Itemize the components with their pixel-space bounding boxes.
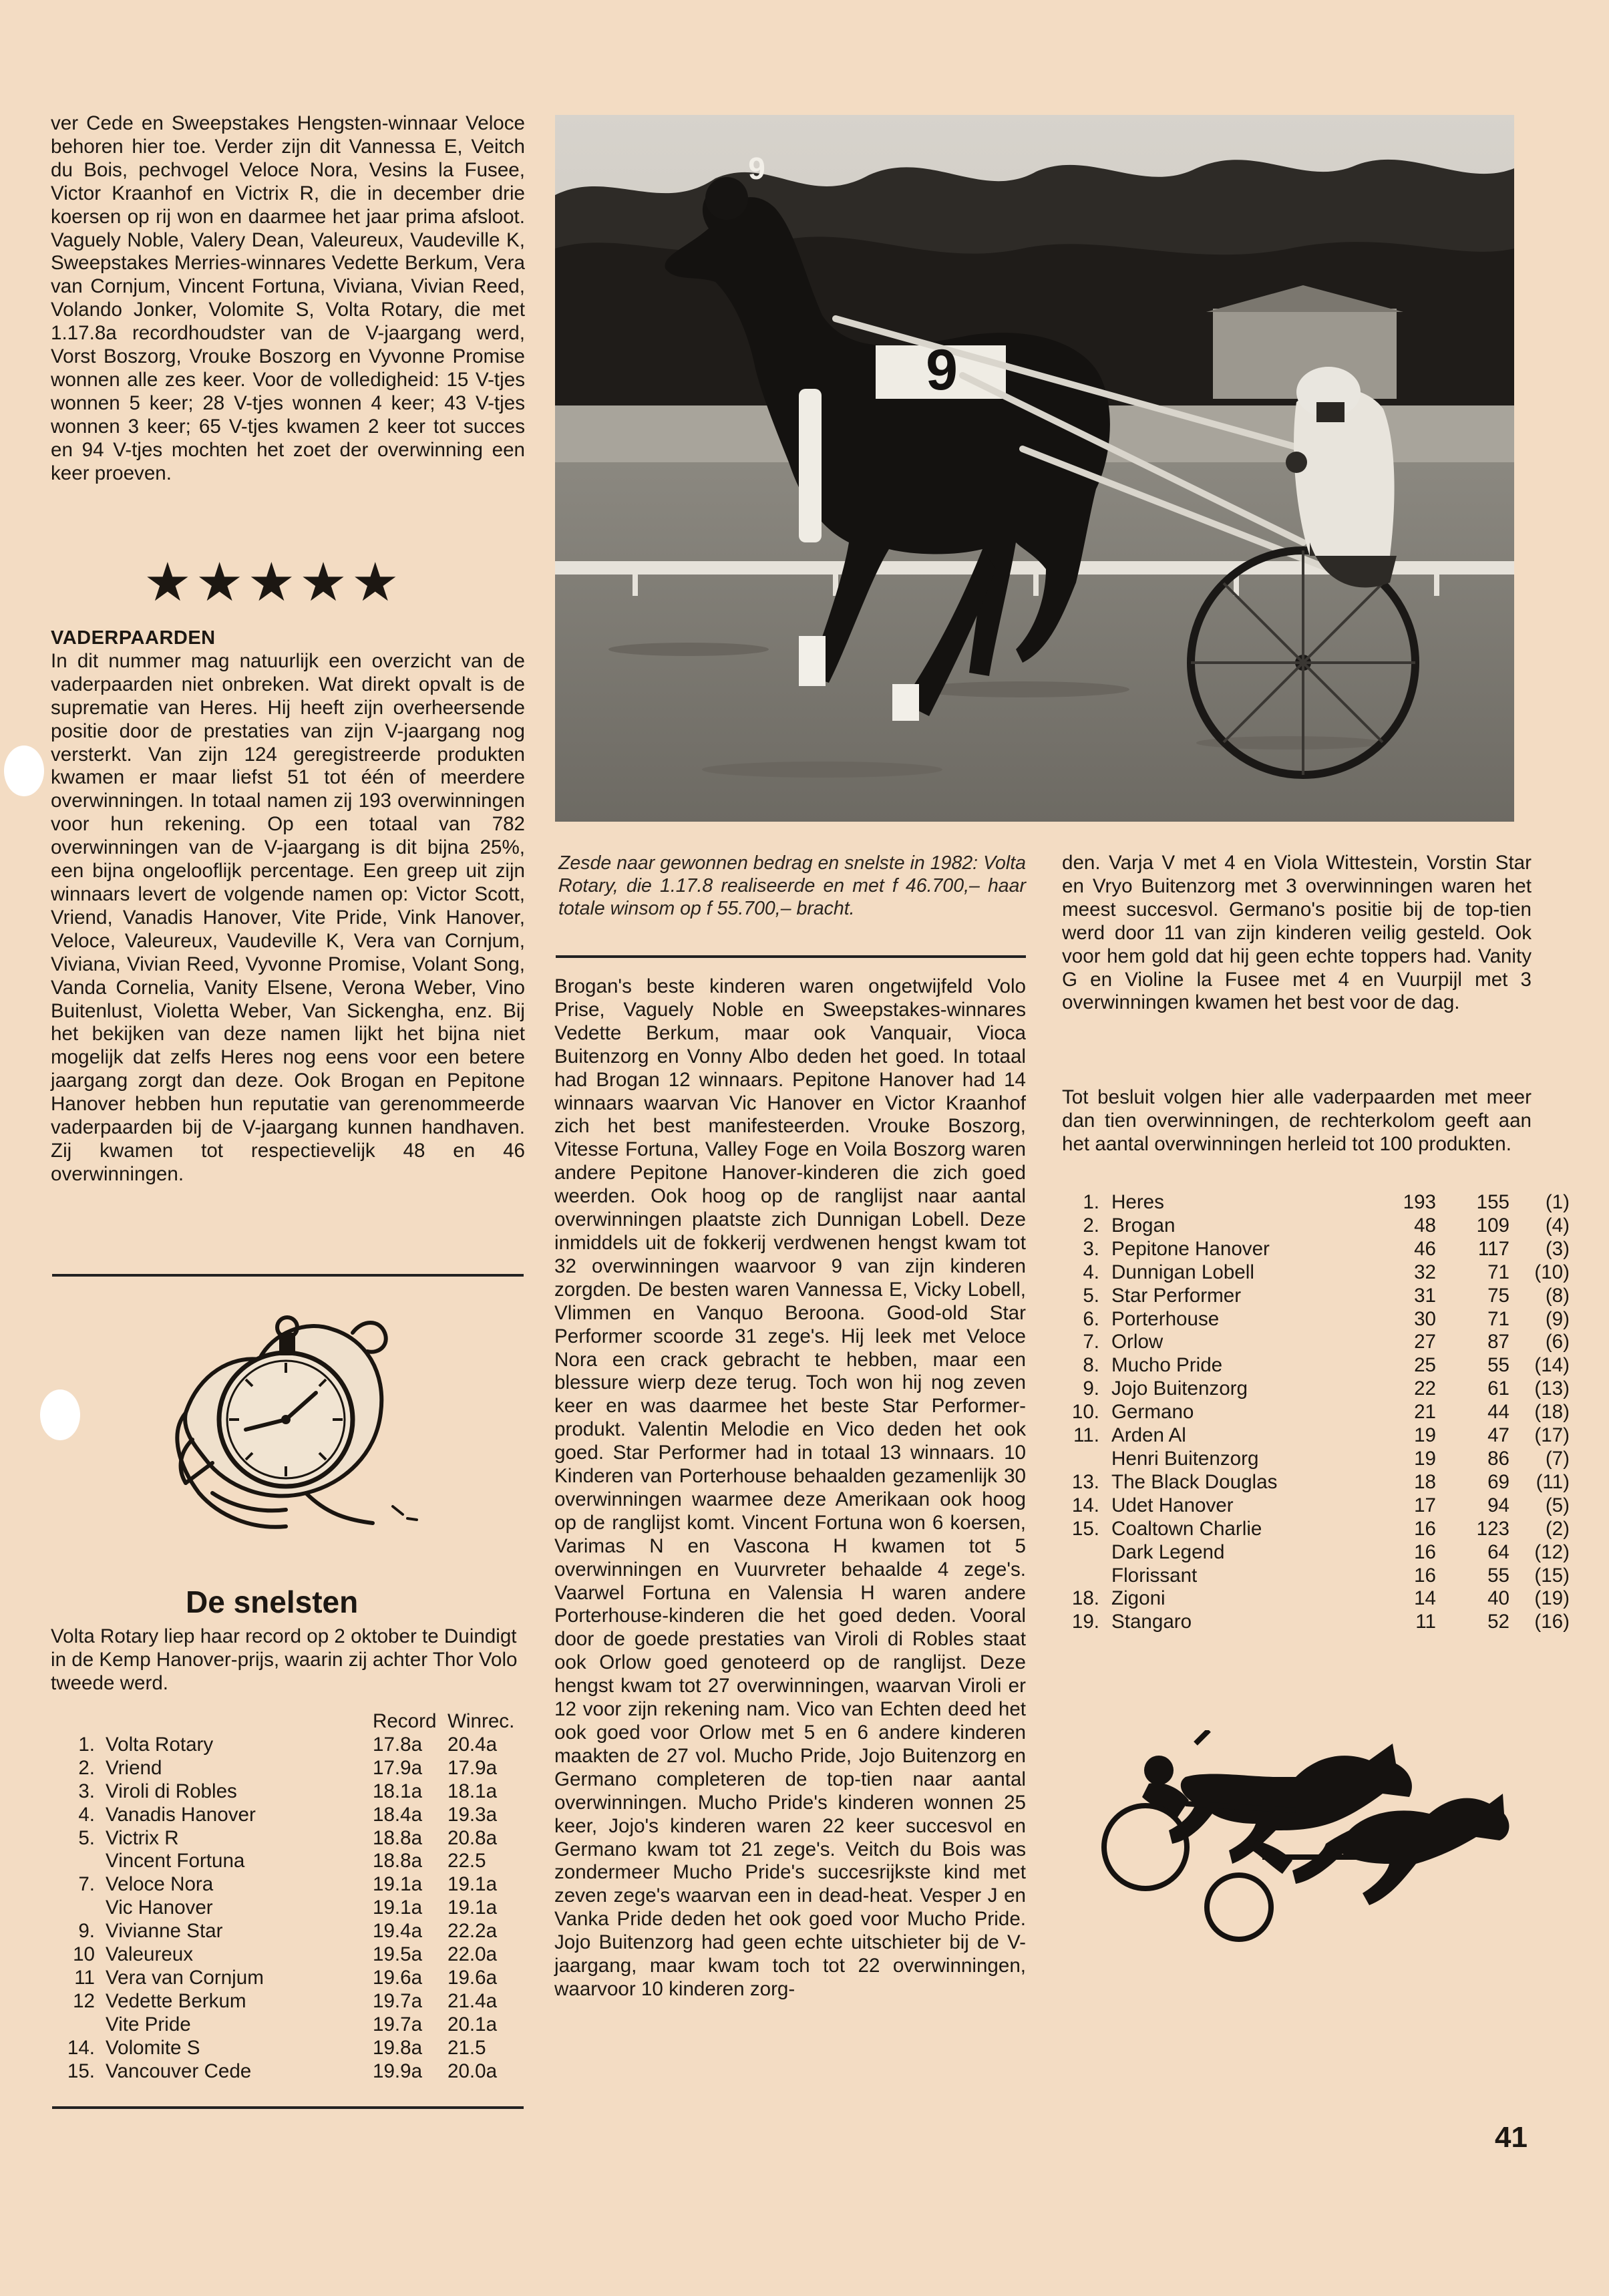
wins: 19 — [1414, 1424, 1436, 1447]
horse-name: Vivianne Star — [106, 1920, 223, 1943]
wins-per-100: 61 — [1487, 1377, 1509, 1400]
record: 18.1a — [373, 1780, 423, 1802]
order: (6) — [1545, 1331, 1570, 1353]
rank: 1. — [78, 1733, 95, 1756]
wins: 21 — [1414, 1401, 1436, 1424]
rank: 3. — [1083, 1237, 1099, 1260]
order: (1) — [1545, 1191, 1570, 1213]
order: (19) — [1534, 1587, 1570, 1610]
bottom-rule-left — [52, 2106, 524, 2109]
caption-text: Zesde naar gewonnen bedrag en snelste in 1982: Volta Rotary, die 1.17.8 realiseerde en met f 46.700,– haar totale winsom op f 55.700,– bracht. — [558, 852, 1026, 919]
page-number: 41 — [1495, 2121, 1528, 2154]
rank: 7. — [78, 1873, 95, 1896]
photo-caption — [558, 852, 1026, 920]
table-row — [51, 1850, 514, 1873]
horse-name: Veloce Nora — [106, 1873, 214, 1896]
table-row — [1063, 1191, 1570, 1214]
winrec: 22.5 — [448, 1850, 486, 1872]
wins-per-100: 55 — [1487, 1564, 1509, 1587]
order: (9) — [1545, 1307, 1570, 1330]
order: (10) — [1534, 1261, 1570, 1283]
horse-name: Vic Hanover — [106, 1897, 213, 1919]
record: 19.5a — [373, 1943, 423, 1966]
wins-per-100: 52 — [1487, 1611, 1509, 1633]
stopwatch-illustration — [172, 1293, 426, 1556]
wins-per-100: 64 — [1487, 1540, 1509, 1563]
sire-name: Florissant — [1111, 1564, 1198, 1587]
right-paragraph: den. Varja V met 4 en Viola Wittestein, Vorstin Star en Vryo Buitenzorg met 3 overwinningen waren het meest succesvol. Germano's positie bij de top-tien werd door 11 van zijn kinderen veilig gesteld. Ook voor hem gold dat hij geen echte toppers had. Vanity G en Violine la Fusee met 4 en Vuurpijl met 3 overwinningen kwamen het best voor de dag. — [1062, 852, 1532, 1014]
table-row — [51, 1804, 514, 1827]
rank: 10. — [1071, 1401, 1099, 1424]
wins: 16 — [1414, 1564, 1436, 1587]
horse-name: Vancouver Cede — [106, 2060, 252, 2082]
wins: 31 — [1414, 1284, 1436, 1307]
horse-name: Volomite S — [106, 2036, 200, 2059]
order: (18) — [1534, 1401, 1570, 1424]
horse-name: Vanadis Hanover — [106, 1803, 256, 1826]
wins: 19 — [1414, 1447, 1436, 1470]
wins: 30 — [1414, 1307, 1436, 1330]
wins: 17 — [1414, 1494, 1436, 1516]
table-row — [1063, 1401, 1570, 1424]
wins-per-100: 75 — [1487, 1284, 1509, 1307]
order: (8) — [1545, 1284, 1570, 1307]
rank: 10 — [73, 1943, 95, 1966]
snelsten-table — [51, 1710, 514, 2084]
wins-per-100: 47 — [1487, 1424, 1509, 1447]
horse-name: Vite Pride — [106, 2013, 191, 2035]
rank: 15. — [1071, 1517, 1099, 1540]
snelsten-intro — [51, 1625, 525, 1695]
rank: 8. — [1083, 1354, 1099, 1377]
wins: 18 — [1414, 1470, 1436, 1493]
record: 19.6a — [373, 1966, 423, 1989]
horse-name: Valeureux — [106, 1943, 194, 1966]
wins-per-100: 44 — [1487, 1401, 1509, 1424]
order: (12) — [1534, 1540, 1570, 1563]
wins-per-100: 155 — [1476, 1191, 1509, 1213]
wins-per-100: 123 — [1476, 1517, 1509, 1540]
wins-per-100: 71 — [1487, 1261, 1509, 1283]
winrec: 19.1a — [448, 1873, 498, 1896]
sire-name: Porterhouse — [1111, 1307, 1220, 1330]
table-row — [51, 1780, 514, 1804]
rank — [1063, 1448, 1111, 1471]
caption-rule — [556, 955, 1026, 958]
sire-name: Henri Buitenzorg — [1111, 1447, 1259, 1470]
wins: 14 — [1414, 1587, 1436, 1610]
wins: 193 — [1403, 1191, 1436, 1213]
snelsten-title: De snelsten — [186, 1585, 359, 1619]
sires-intro — [1062, 1086, 1532, 1156]
table-row — [1063, 1261, 1570, 1285]
wins-per-100: 71 — [1487, 1307, 1509, 1330]
record: 18.8a — [373, 1850, 423, 1872]
table-row — [1063, 1565, 1570, 1588]
wins: 27 — [1414, 1331, 1436, 1353]
sires-table — [1063, 1191, 1570, 1634]
sire-name: Coaltown Charlie — [1111, 1517, 1262, 1540]
record: 19.1a — [373, 1873, 423, 1896]
sire-name: Orlow — [1111, 1331, 1164, 1353]
rank — [51, 1850, 106, 1873]
rank: 13. — [1071, 1470, 1099, 1493]
table-row — [1063, 1285, 1570, 1308]
wins-per-100: 94 — [1487, 1494, 1509, 1516]
rank: 5. — [78, 1826, 95, 1849]
sire-name: Zigoni — [1111, 1587, 1166, 1610]
harness-racing-photo — [555, 115, 1514, 822]
winrec: 20.8a — [448, 1826, 498, 1849]
wins-per-100: 69 — [1487, 1470, 1509, 1493]
table-row — [1063, 1331, 1570, 1354]
wins: 16 — [1414, 1517, 1436, 1540]
rank: 2. — [1083, 1214, 1099, 1237]
order: (5) — [1545, 1494, 1570, 1516]
table-row — [1063, 1354, 1570, 1377]
rank: 15. — [67, 2060, 95, 2082]
record: 19.9a — [373, 2060, 423, 2082]
trotters-illustration — [1095, 1730, 1523, 1944]
winrec: 17.9a — [448, 1756, 498, 1779]
sire-name: Jojo Buitenzorg — [1111, 1377, 1248, 1400]
header-record: Record — [373, 1710, 437, 1732]
winrec: 22.0a — [448, 1943, 498, 1966]
horse-name: Vedette Berkum — [106, 1989, 246, 2012]
wins: 25 — [1414, 1354, 1436, 1377]
horse-name: Viroli di Robles — [106, 1780, 237, 1802]
rank: 1. — [1083, 1191, 1099, 1213]
divider-rule — [52, 1274, 524, 1277]
bridle-number: 9 — [748, 151, 765, 186]
rank: 7. — [1083, 1331, 1099, 1353]
table-row — [51, 1897, 514, 1920]
rank: 6. — [1083, 1307, 1099, 1330]
table-row — [51, 1873, 514, 1897]
record: 19.8a — [373, 2036, 423, 2059]
table-row — [1063, 1214, 1570, 1238]
table-row — [51, 1827, 514, 1850]
winrec: 21.5 — [448, 2036, 486, 2059]
column-left-intro — [51, 112, 525, 486]
sire-name: Pepitone Hanover — [1111, 1237, 1270, 1260]
winrec: 21.4a — [448, 1989, 498, 2012]
sire-name: The Black Douglas — [1111, 1470, 1278, 1493]
order: (7) — [1545, 1447, 1570, 1470]
wins-per-100: 109 — [1476, 1214, 1509, 1237]
record: 17.9a — [373, 1756, 423, 1779]
table-row — [51, 1943, 514, 1967]
table-row — [1063, 1611, 1570, 1634]
order: (4) — [1545, 1214, 1570, 1237]
record: 19.4a — [373, 1920, 423, 1943]
table-row — [51, 2060, 514, 2084]
order: (16) — [1534, 1611, 1570, 1633]
winrec: 20.1a — [448, 2013, 498, 2035]
saddle-number: 9 — [926, 338, 958, 402]
table-row — [1063, 1587, 1570, 1611]
sire-name: Dark Legend — [1111, 1540, 1225, 1563]
horse-name: Volta Rotary — [106, 1733, 214, 1756]
order: (11) — [1536, 1470, 1570, 1493]
wins: 16 — [1414, 1540, 1436, 1563]
horse-name: Victrix R — [106, 1826, 179, 1849]
table-row — [51, 1920, 514, 1943]
winrec: 22.2a — [448, 1920, 498, 1943]
rank: 14. — [67, 2036, 95, 2059]
wins: 11 — [1415, 1611, 1436, 1633]
table-row — [1063, 1471, 1570, 1494]
order: (14) — [1534, 1354, 1570, 1377]
header-winrec: Winrec. — [448, 1710, 515, 1732]
table-row — [51, 1990, 514, 2013]
rank: 19. — [1071, 1611, 1099, 1633]
sire-name: Brogan — [1111, 1214, 1176, 1237]
order: (2) — [1545, 1517, 1570, 1540]
wins-per-100: 86 — [1487, 1447, 1509, 1470]
order: (13) — [1534, 1377, 1570, 1400]
rank — [51, 1897, 106, 1920]
rank: 4. — [1083, 1261, 1099, 1283]
sire-name: Germano — [1111, 1401, 1194, 1424]
table-row — [51, 1734, 514, 1757]
rank: 18. — [1071, 1587, 1099, 1610]
rank — [51, 2013, 106, 2037]
table-row — [1063, 1424, 1570, 1448]
record: 19.1a — [373, 1897, 423, 1919]
record: 19.7a — [373, 1989, 423, 2012]
horse-name: Vriend — [106, 1756, 162, 1779]
table-row — [1063, 1494, 1570, 1518]
punch-hole-bottom — [40, 1389, 80, 1440]
rank: 11. — [1073, 1424, 1099, 1447]
sire-name: Heres — [1111, 1191, 1164, 1213]
table-row — [1063, 1377, 1570, 1401]
winrec: 19.6a — [448, 1966, 498, 1989]
horse-name: Vera van Cornjum — [106, 1966, 264, 1989]
wins: 32 — [1414, 1261, 1436, 1283]
section-heading: VADERPAARDEN — [51, 627, 216, 649]
rank: 12 — [73, 1989, 95, 2012]
vaderpaarden-paragraph: In dit nummer mag natuurlijk een overzicht van de vaderpaarden niet onbreken. Wat direkt opvalt is de suprematie van Heres. Hij heeft zijn overheersende positie door de prestaties van zijn V-jaargang nog versterkt. Van zijn 124 geregistreerde produkten kwamen er maar liefst 51 tot één of meerdere overwinningen. In totaal namen zij 193 overwinningen voor hun rekening. Op een totaal van 782 overwinningen van de V-jaargang is dit bijna 25%, een bijna ongelooflijk percentage. Een greep uit zijn winnaars levert de volgende namen op: Victor Scott, Vriend, Vanadis Hanover, Vite Pride, Vink Hanover, Veloce, Valeureux, Vaudeville K, Vera van Cornjum, Viviana, Vivian Reed, Vyvonne Promise, Volant Song, Vanda Cornelia, Vanity Elsene, Verona Weber, Vino Buitenlust, Violetta Weber, Van Sickengha, enz. Bij het bekijken van deze namen lijkt het bijna niet mogelijk dat zelfs Heres nog eens voor een betere jaargang zorgt dan deze. Ook Brogan en Pepitone Hanover hebben hun reputatie van gerenommeerde vaderpaarden bij de V-jaargang kunnen handhaven. Zij kwamen tot respectievelijk 48 en 46 overwinningen. — [51, 649, 525, 1185]
winrec: 18.1a — [448, 1780, 498, 1802]
rank: 9. — [1083, 1377, 1099, 1400]
rank — [1063, 1565, 1111, 1588]
wins-per-100: 117 — [1477, 1237, 1509, 1260]
table-row — [51, 2013, 514, 2037]
winrec: 19.1a — [448, 1897, 498, 1919]
order: (17) — [1534, 1424, 1570, 1447]
wins-per-100: 40 — [1487, 1587, 1509, 1610]
order: (3) — [1545, 1237, 1570, 1260]
record: 18.4a — [373, 1803, 423, 1826]
intro-paragraph: ver Cede en Sweepstakes Hengsten-winnaar Veloce behoren hier toe. Verder zijn dit Vannessa E, Veitch du Bois, pechvogel Veloce Nora, Vesins la Fusee, Victor Kraanhof en Victrix R, die in december drie koersen op rij won en daarmee het jaar prima afsloot. Vaguely Noble, Valery Dean, Valeureux, Vaudeville K, Sweepstakes Merries-winnares Vedette Berkum, Vera van Cornjum, Vincent Fortuna, Viviana, Vivian Reed, Volando Jonker, Volomite S, Volta Rotary, die met 1.17.8a recordhoudster van de V-jaargang werd, Vorst Boszorg, Vrouke Boszorg en Vyvonne Promise wonnen alle zes keer. Voor de volledigheid: 15 V-tjes wonnen 5 keer; 28 V-tjes wonnen 4 keer; 43 V-tjes wonnen 3 keer; 65 V-tjes kwamen 2 keer tot succes en 94 V-tjes mochten het zoet der overwinning een keer proeven. — [51, 112, 525, 484]
table-row — [1063, 1448, 1570, 1471]
table-row — [51, 2037, 514, 2060]
column-middle — [554, 975, 1026, 2001]
winrec: 19.3a — [448, 1803, 498, 1826]
sire-name: Star Performer — [1111, 1284, 1242, 1307]
record: 17.8a — [373, 1733, 423, 1756]
sire-name: Udet Hanover — [1111, 1494, 1234, 1516]
rank: 9. — [78, 1920, 95, 1943]
record: 18.8a — [373, 1826, 423, 1849]
wins-per-100: 87 — [1487, 1331, 1509, 1353]
record: 19.7a — [373, 2013, 423, 2035]
star-divider: ★★★★★ — [144, 552, 403, 612]
table-row — [1063, 1238, 1570, 1261]
rank: 14. — [1071, 1494, 1099, 1516]
rank: 3. — [78, 1780, 95, 1802]
table-row — [51, 1967, 514, 1990]
rank — [1063, 1541, 1111, 1565]
punch-hole-top — [4, 746, 44, 796]
table-row — [1063, 1541, 1570, 1565]
table-row — [1063, 1308, 1570, 1331]
horse-name: Vincent Fortuna — [106, 1850, 245, 1872]
snelsten-table-header — [51, 1710, 514, 1734]
column-right — [1062, 852, 1532, 1015]
rank: 2. — [78, 1756, 95, 1779]
winrec: 20.4a — [448, 1733, 498, 1756]
rank: 5. — [1083, 1284, 1099, 1307]
rank: 4. — [78, 1803, 95, 1826]
sires-intro-text: Tot besluit volgen hier alle vaderpaarden met meer dan tien overwinningen, de rechterkolom geeft aan het aantal overwinningen herleid tot 100 produkten. — [1062, 1086, 1532, 1155]
order: (15) — [1534, 1564, 1570, 1587]
sire-name: Arden Al — [1111, 1424, 1186, 1447]
wins: 48 — [1414, 1214, 1436, 1237]
wins: 22 — [1414, 1377, 1436, 1400]
winrec: 20.0a — [448, 2060, 498, 2082]
snelsten-intro-text: Volta Rotary liep haar record op 2 oktober te Duindigt in de Kemp Hanover-prijs, waarin zij achter Thor Volo tweede werd. — [51, 1625, 518, 1694]
table-row — [1063, 1518, 1570, 1541]
sire-name: Stangaro — [1111, 1611, 1192, 1633]
wins: 46 — [1414, 1237, 1436, 1260]
wins-per-100: 55 — [1487, 1354, 1509, 1377]
vaderpaarden-section — [51, 627, 525, 1186]
sire-name: Mucho Pride — [1111, 1354, 1223, 1377]
table-row — [51, 1757, 514, 1780]
sire-name: Dunnigan Lobell — [1111, 1261, 1254, 1283]
rank: 11 — [74, 1966, 95, 1989]
middle-paragraph: Brogan's beste kinderen waren ongetwijfeld Volo Prise, Vaguely Noble en Sweepstakes-winnares Vedette Berkum, maar ook Vanquair, Vioca Buitenzorg en Vonny Albo deden het goed. In totaal had Brogan 12 winnaars. Pepitone Hanover had 14 winnaars waarvan Vic Hanover en Victor Kraanhof zich het best manifesteerden. Vrouke Boszorg, Vitesse Fortuna, Valley Foge en Voila Boszorg waren andere Pepitone Hanover-kinderen die zich goed weerden. Ook hoog op de ranglijst naar aantal overwinningen plaatste zich Dunnigan Lobell. Deze inmiddels uit de fokkerij verdwenen hengst kwam tot 32 overwinningen waarvoor 9 van zijn kinderen zorgden. De besten waren Vannessa E, Vicky Lobell, Vlimmen en Vanquo Beroona. Good-old Star Performer scoorde 31 zege's. Hij leek met Veloce Nora een crack gebracht te hebben, maar een blessure wierp deze terug. Toch won hij nog zeven keer en was daarmee het beste Star Performer-produkt. Valentin Melodie en Vico deden het ook goed. Star Performer had in totaal 13 winnaars. 10 Kinderen van Porterhouse behaalden gezamenlijk 30 overwinningen waarmee deze Amerikaan ook hoog op de ranglijst komt. Vincent Fortuna won 6 koersen, Varimas N en Vascona H kwamen tot 5 overwinningen en Vuurvreter behaalde 4 zege's. Vaarwel Fortuna en Valensia H waren andere Porterhouse-kinderen die het goed deden. Vooral door de goede prestaties van Viroli di Robles staat ook Orlow goed genoteerd op de ranglijst. Deze hengst kwam tot 27 overwinningen, waarvan Viroli er 12 voor zijn rekening nam. Vico van Echten deed het ook goed voor Orlow met 5 en 6 andere kinderen maakten de 27 vol. Mucho Pride, Jojo Buitenzorg en Germano completeren de top-tien naar aantal overwinningen. Mucho Pride's kinderen wonnen 25 keer, Jojo's kinderen waren 22 keer succesvol en Germano kwam tot 21 zege's. Veitch du Bois was zondermeer Mucho Pride's succesrijkste kind met zeven zege's waarvan een in dead-heat. Vesper J en Vanka Pride deden het ook goed voor Mucho Pride. Jojo Buitenzorg had geen echte uitschieter bij de V-jaargang, maar kwam toch tot 22 overwinningen, waarvoor 10 kinderen zorg- — [554, 975, 1026, 2000]
